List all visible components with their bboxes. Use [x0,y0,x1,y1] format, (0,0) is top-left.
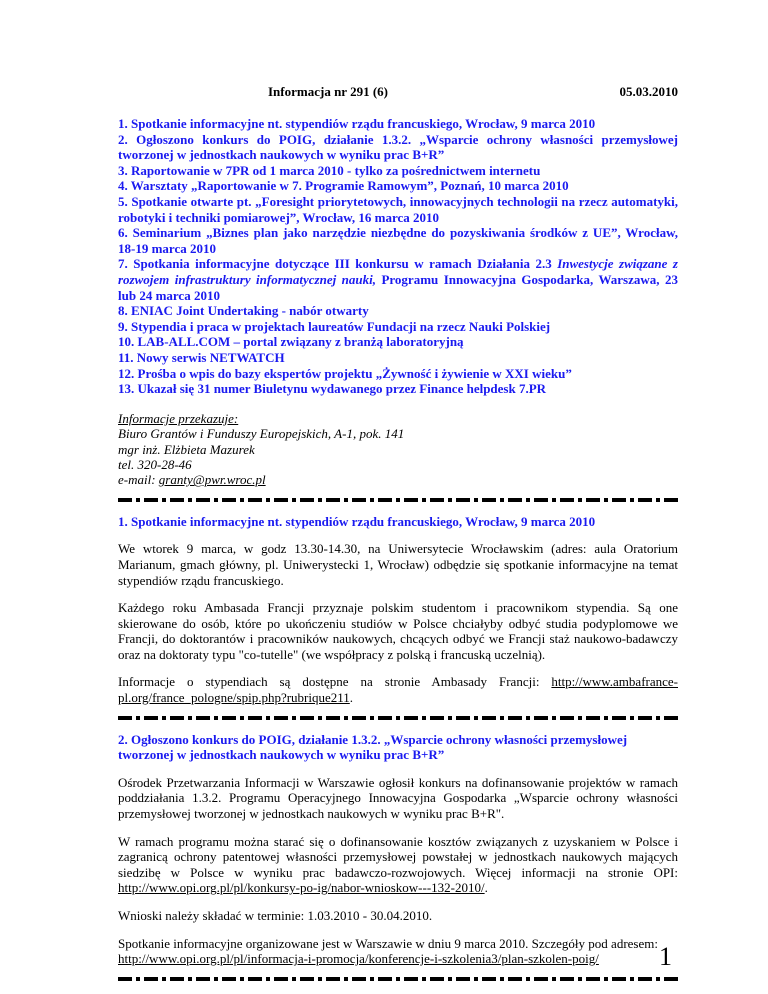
toc-item-7[interactable] [118,256,678,303]
toc-item-8[interactable]: 8. ENIAC Joint Undertaking - nabór otwarty [118,303,369,319]
section-2-paragraph-2-text: W ramach programu można starać się o dofinansowanie kosztów związanych z uzyskaniem w Polsce i zagranicą ochrony patentowej własności przemysłowej powstałej w jednostkach naukowych mających siedzibę w Polsce w wyniku prac badawczo-rozwojowych. Więcej informacji na stronie OPI: [118,833,678,880]
section-divider [118,977,678,981]
toc-item-9[interactable]: 9. Stypendia i praca w projektach laureatów Fundacji na rzecz Nauki Polskiej [118,318,551,334]
toc-item-1[interactable]: 1. Spotkanie informacyjne nt. stypendiów rządu francuskiego, Wrocław, 9 marca 2010 [118,116,596,131]
section-divider [118,498,678,502]
toc-item-6[interactable]: 6. Seminarium „Biznes plan jako narzędzie niezbędne do pozyskiwania środków z UE”, Wrocław, 18-19 marca 2010 [118,225,678,256]
contact-phone: tel. 320-28-46 [118,456,192,472]
section-1-paragraph-3 [118,674,678,705]
toc-item-7-text: 7. Spotkania informacyjne dotyczące III konkursu w ramach Działania 2.3 [118,256,558,272]
section-2-paragraph-4 [118,936,678,967]
email-link[interactable]: granty@pwr.wroc.pl [158,472,266,488]
toc-item-4[interactable]: 4. Warsztaty „Raportowanie w 7. Programie Ramowym”, Poznań, 10 marca 2010 [118,178,569,194]
toc-item-7-italic: Inwestycje związane z rozwojem infrastruktury informatycznej nauki, [118,256,678,287]
table-of-contents [118,116,678,397]
ambafrance-link-part-1[interactable]: http://www.ambafrance- [551,674,678,690]
section-2-paragraph-1: Ośrodek Przetwarzania Informacji w Warszawie ogłosił konkurs na dofinansowanie projektów w ramach poddziałania 1.3.2. Programu Operacyjnego Innowacyjna Gospodarka „Wsparcie ochrony własności przemysłowej tworzonej w jednostkach naukowych w wyniku prac B+R". [118,774,678,822]
section-1-paragraph-3-line-1 [118,674,678,690]
ambafrance-link-part-2[interactable]: pl.org/france_pologne/spip.php?rubrique211 [118,690,350,706]
contact-block [118,411,678,488]
toc-item-13[interactable]: 13. Ukazał się 31 numer Biuletynu wydawanego przez Finance helpdesk 7.PR [118,381,547,397]
section-2-paragraph-2 [118,834,678,896]
toc-item-12[interactable]: 12. Prośba o wpis do bazy ekspertów projektu „Żywność i żywienie w XXI wieku” [118,365,572,381]
section-2-paragraph-3: Wnioski należy składać w terminie: 1.03.2010 - 30.04.2010. [118,908,433,923]
toc-item-10[interactable]: 10. LAB-ALL.COM – portal związany z branżą laboratoryjną [118,334,464,350]
bulletin-date: 05.03.2010 [619,84,678,99]
contact-person: mgr inż. Elżbieta Mazurek [118,441,255,457]
section-1-paragraph-3-text: Informacje o stypendiach są dostępne na stronie Ambasady Francji: [118,674,552,690]
section-1-paragraph-1: We wtorek 9 marca, w godz 13.30-14.30, na Uniwersytecie Wrocławskim (adres: aula Oratorium Marianum, gmach główny, pl. Uniwerystecki 1, Wrocław) odbędzie się spotkanie informacyjne na temat stypendiów rządu francuskiego. [118,541,678,588]
contact-heading: Informacje przekazuje: [118,410,239,426]
opi-konkurs-link[interactable]: http://www.opi.org.pl/pl/konkursy-po-ig/nabor-wnioskow---132-2010/ [118,880,485,896]
toc-item-3[interactable]: 3. Raportowanie w 7PR od 1 marca 2010 - tylko za pośrednictwem internetu [118,162,541,178]
toc-item-7-rest: Programu Innowacyjna Gospodarka, Warszawa, 23 lub 24 marca 2010 [118,271,678,303]
section-divider [118,716,678,720]
toc-item-11[interactable]: 11. Nowy serwis NETWATCH [118,349,285,365]
bulletin-header [118,84,678,104]
toc-item-2[interactable]: 2. Ogłoszono konkurs do POIG, działanie 1.3.2. „Wsparcie ochrony własności przemysłowej tworzonej w jednostkach naukowych w wyniku prac B+R” [118,131,678,163]
section-2-heading: 2. Ogłoszono konkurs do POIG, działanie 1.3.2. „Wsparcie ochrony własności przemysłowej tworzonej w jednostkach naukowych w wyniku prac B+R” [118,731,628,763]
opi-szkolenia-link[interactable]: http://www.opi.org.pl/pl/informacja-i-promocja/konferencje-i-szkolenia3/plan-szkolen-poig/ [118,951,599,967]
section-1-heading: 1. Spotkanie informacyjne nt. stypendiów rządu francuskiego, Wrocław, 9 marca 2010 [118,513,596,529]
section-1-paragraph-3-end: . [349,690,354,706]
contact-email-line [118,472,678,487]
contact-office: Biuro Grantów i Funduszy Europejskich, A-1, pok. 141 [118,426,405,442]
section-2-paragraph-4-text: Spotkanie informacyjne organizowane jest w Warszawie w dniu 9 marca 2010. Szczegóły pod adresem: [118,935,658,951]
toc-item-5[interactable]: 5. Spotkanie otwarte pt. „Foresight priorytetowych, innowacyjnych technologii na rzecz automatyki, robotyki i techniki pomiarowej”, Wrocław, 16 marca 2010 [118,193,678,225]
section-2-paragraph-2-end: . [484,880,488,896]
page-number: 1 [659,942,672,971]
email-label: e-mail: [118,472,159,488]
document-page [118,84,678,993]
bulletin-title: Informacja nr 291 (6) [268,84,388,99]
section-1-paragraph-2: Każdego roku Ambasada Francji przyznaje polskim studentom i pracownikom stypendia. Są one skierowane do osób, które po ukończeniu studiów w Polsce chciałyby odbyć studia podyplomowe we Francji, do doktorantów i pracowników naukowych, chcących odbyć we Francji staż naukowo-badawczy oraz na doktoraty typu "co-tutelle" (we współpracy z polską i francuską uczelnią). [118,600,678,662]
